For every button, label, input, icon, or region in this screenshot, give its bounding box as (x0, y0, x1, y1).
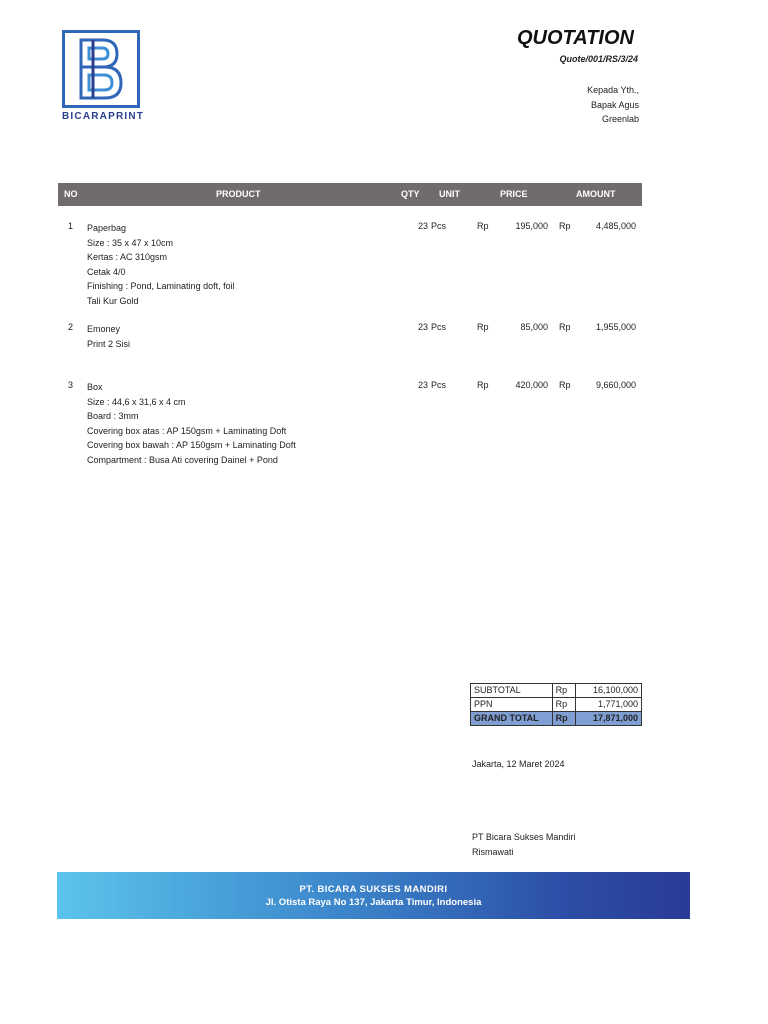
row-price: 420,000 (515, 380, 548, 390)
row-qty: 23 (417, 380, 428, 390)
row-price: 195,000 (515, 221, 548, 231)
logo-b-monogram-icon (71, 36, 131, 102)
header-amount: AMOUNT (576, 189, 616, 199)
signer-company: PT Bicara Sukses Mandiri (472, 832, 576, 842)
product-spec: Size : 44,6 x 31,6 x 4 cm (87, 396, 186, 407)
ppn-label: PPN (471, 698, 553, 712)
document-title: QUOTATION (516, 27, 634, 49)
header-product: PRODUCT (216, 189, 261, 199)
product-spec: Finishing : Pond, Laminating doft, foil (87, 281, 235, 292)
totals-table (470, 683, 642, 726)
footer-banner (57, 872, 690, 919)
product-spec: Size : 35 x 47 x 10cm (87, 237, 174, 248)
grand-total-currency: Rp (552, 712, 576, 726)
recipient-name: Bapak Agus (590, 99, 639, 110)
product-spec: Covering box bawah : AP 150gsm + Laminating Doft (87, 440, 296, 451)
header-price: PRICE (500, 189, 528, 199)
recipient-company: Greenlab (601, 114, 639, 124)
subtotal-currency: Rp (552, 684, 576, 698)
quote-number: Quote/001/RS/3/24 (559, 54, 638, 64)
row-amount-currency: Rp (559, 380, 571, 390)
product-spec: Covering box atas : AP 150gsm + Laminating Doft (87, 425, 287, 436)
row-qty: 23 (417, 221, 428, 231)
footer-company: PT. BICARA SUKSES MANDIRI (299, 884, 448, 895)
ppn-row (471, 698, 642, 712)
row-amount-currency: Rp (559, 221, 571, 231)
product-spec: Tali Kur Gold (87, 295, 139, 306)
row-description (87, 221, 235, 309)
row-no: 1 (68, 221, 74, 231)
company-logo (62, 30, 144, 122)
product-name: Box (87, 382, 103, 392)
product-name: Paperbag (87, 223, 127, 233)
row-unit: Pcs (431, 322, 447, 332)
row-amount: 1,955,000 (595, 322, 636, 332)
signer-block (472, 830, 575, 859)
row-description (87, 322, 130, 351)
recipient-greeting: Kepada Yth., (587, 85, 639, 95)
row-amount: 4,485,000 (595, 221, 636, 231)
header-no: NO (64, 189, 78, 199)
row-description (87, 380, 296, 468)
row-unit: Pcs (431, 221, 447, 231)
product-spec: Cetak 4/0 (87, 266, 126, 277)
logo-wordmark: BICARAPRINT (62, 111, 145, 122)
product-spec: Print 2 Sisi (87, 338, 131, 349)
grand-total-row (471, 712, 642, 726)
product-spec: Compartment : Busa Ati covering Dainel + Pond (87, 454, 278, 465)
product-name: Emoney (87, 324, 121, 334)
signer-name: Rismawati (472, 846, 514, 857)
row-price-currency: Rp (477, 221, 489, 231)
header-qty: QTY (401, 189, 420, 199)
logo-mark (62, 30, 140, 108)
subtotal-value: 16,100,000 (576, 684, 642, 698)
row-amount: 9,660,000 (595, 380, 636, 390)
grand-total-label: GRAND TOTAL (471, 712, 553, 726)
ppn-value: 1,771,000 (576, 698, 642, 712)
grand-total-value: 17,871,000 (576, 712, 642, 726)
header-unit: UNIT (439, 189, 460, 199)
row-amount-currency: Rp (559, 322, 571, 332)
subtotal-label: SUBTOTAL (471, 684, 553, 698)
row-unit: Pcs (431, 380, 447, 390)
row-price-currency: Rp (477, 322, 489, 332)
row-no: 2 (68, 322, 74, 332)
product-spec: Kertas : AC 310gsm (87, 252, 168, 263)
row-qty: 23 (417, 322, 428, 332)
place-date: Jakarta, 12 Maret 2024 (472, 759, 565, 769)
ppn-currency: Rp (552, 698, 576, 712)
product-spec: Board : 3mm (87, 411, 139, 422)
table-header (58, 183, 642, 206)
row-price: 85,000 (520, 322, 548, 332)
row-price-currency: Rp (477, 380, 489, 390)
row-no: 3 (68, 380, 74, 390)
recipient-block (587, 83, 639, 127)
footer-address: Jl. Otista Raya No 137, Jakarta Timur, Indonesia (265, 897, 482, 908)
subtotal-row (471, 684, 642, 698)
